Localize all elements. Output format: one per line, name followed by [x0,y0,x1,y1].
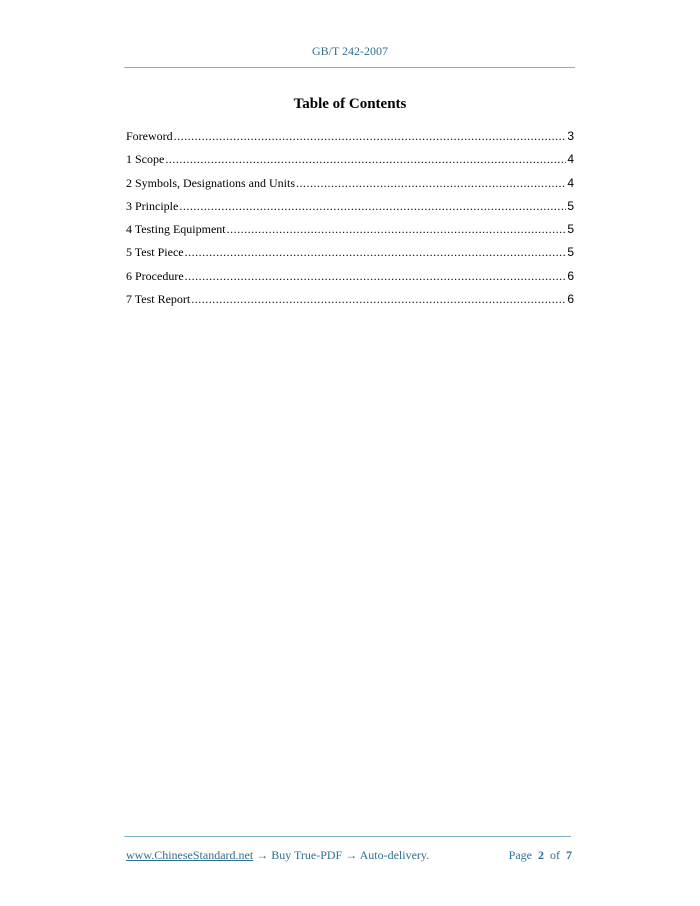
page-current: 2 [538,848,544,862]
toc-leader-dots [185,244,567,260]
toc-entry-page: 5 [567,222,574,237]
toc-entry-test-report[interactable] [126,291,574,314]
toc-entry-page: 5 [567,198,574,213]
footer-promo [126,848,429,863]
toc-entry-page: 6 [567,268,574,283]
toc-entry-label: 6 Procedure [126,268,184,283]
toc-leader-dots [191,291,566,307]
toc-entry-scope[interactable] [126,151,574,174]
page-of: of [550,848,560,862]
toc-leader-dots [185,268,567,284]
page-prefix: Page [508,848,532,862]
toc-leader-dots [165,151,566,167]
page-number [509,848,572,863]
auto-delivery-text: Auto-delivery. [359,848,430,862]
toc-entry-label: 1 Scope [126,152,165,167]
toc-leader-dots [227,221,567,237]
toc-entry-procedure[interactable] [126,268,574,291]
toc-entry-principle[interactable] [126,198,574,221]
toc-entry-page: 4 [567,152,574,167]
toc-entry-label: 3 Principle [126,198,179,213]
toc-entry-page: 5 [567,245,574,260]
website-link[interactable]: www.ChineseStandard.net [126,848,254,862]
toc-entry-symbols[interactable] [126,175,574,198]
toc-entry-foreword[interactable] [126,128,574,151]
toc-leader-dots [296,175,566,191]
toc-entry-page: 4 [567,175,574,190]
toc-title: Table of Contents [293,96,407,112]
toc-entry-label: Foreword [126,129,173,143]
toc-entry-testing-equipment[interactable] [126,221,574,244]
page-total: 7 [566,848,572,862]
buy-true-pdf-text: Buy True-PDF [271,848,343,862]
toc-entry-test-piece[interactable] [126,244,574,267]
toc-list [126,128,574,314]
toc-entry-label: 4 Testing Equipment [126,222,226,237]
arrow-icon: → [253,848,272,862]
arrow-icon: → [342,848,360,862]
toc-entry-page: 3 [567,129,574,143]
header-divider [124,67,575,68]
toc-entry-page: 6 [567,292,574,307]
toc-entry-label: 7 Test Report [126,292,191,307]
toc-leader-dots [174,128,567,144]
footer-divider [124,836,571,837]
toc-entry-label: 2 Symbols, Designations and Units [126,175,296,190]
toc-entry-label: 5 Test Piece [126,245,184,260]
document-code: GB/T 242-2007 [311,44,389,58]
toc-leader-dots [179,198,566,214]
